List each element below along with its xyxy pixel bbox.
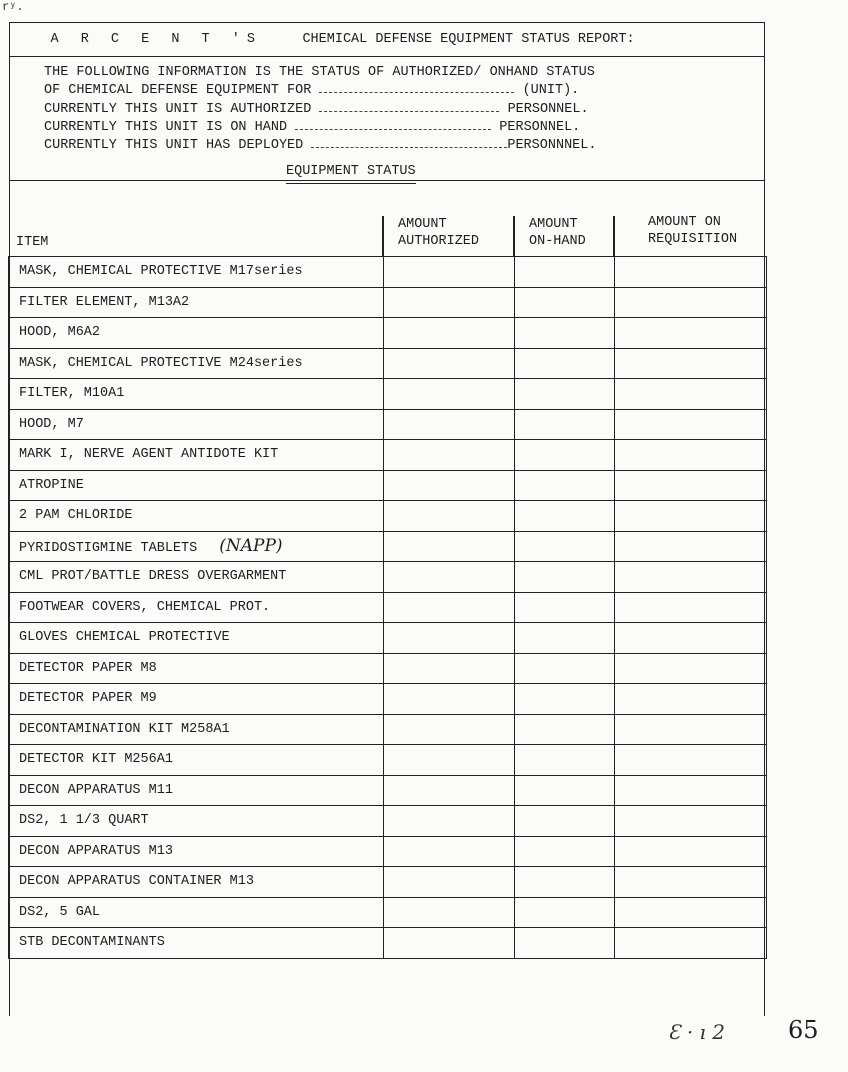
item-name: DETECTOR PAPER M9: [19, 691, 157, 707]
item-name: STB DECONTAMINANTS: [19, 935, 165, 951]
item-cell: [9, 318, 384, 349]
amount-requisition-cell[interactable]: [615, 318, 767, 349]
table-row: [9, 806, 767, 837]
amount-requisition-cell[interactable]: [615, 470, 767, 501]
item-cell: [9, 531, 384, 562]
table-row: [9, 897, 767, 928]
amount-requisition-cell[interactable]: [615, 806, 767, 837]
amount-onhand-cell[interactable]: [515, 928, 615, 959]
amount-authorized-cell[interactable]: [384, 348, 515, 379]
item-cell: [9, 653, 384, 684]
equipment-status-heading: EQUIPMENT STATUS: [286, 164, 416, 184]
amount-onhand-cell[interactable]: [515, 348, 615, 379]
amount-requisition-cell[interactable]: [615, 348, 767, 379]
col-authorized-line-2: AUTHORIZED: [398, 234, 480, 249]
table-row: [9, 531, 767, 562]
item-name: DS2, 1 1/3 QUART: [19, 813, 149, 829]
amount-onhand-cell[interactable]: [515, 867, 615, 898]
amount-authorized-cell[interactable]: [384, 318, 515, 349]
intro-line-2-suffix: (UNIT).: [522, 83, 580, 99]
item-cell: [9, 379, 384, 410]
amount-onhand-cell[interactable]: [515, 775, 615, 806]
report-title-row: [10, 23, 764, 57]
col-requisition-header: [648, 214, 737, 248]
table-row: [9, 318, 767, 349]
amount-onhand-cell[interactable]: [515, 806, 615, 837]
item-name: DETECTOR KIT M256A1: [19, 752, 173, 768]
intro-line-2-prefix: OF CHEMICAL DEFENSE EQUIPMENT FOR: [44, 83, 312, 99]
amount-onhand-cell[interactable]: [515, 409, 615, 440]
page-corner-mark: rʸ.: [2, 0, 24, 14]
amount-authorized-cell[interactable]: [384, 684, 515, 715]
item-cell: [9, 836, 384, 867]
amount-authorized-cell[interactable]: [384, 287, 515, 318]
item-name: HOOD, M6A2: [19, 325, 101, 341]
amount-requisition-cell[interactable]: [615, 562, 767, 593]
item-name: DECON APPARATUS M11: [19, 782, 173, 798]
intro-line-3: [44, 100, 764, 118]
amount-onhand-cell[interactable]: [515, 592, 615, 623]
amount-onhand-cell[interactable]: [515, 470, 615, 501]
item-name: HOOD, M7: [19, 416, 84, 432]
amount-onhand-cell[interactable]: [515, 440, 615, 471]
col-item-header: ITEM: [16, 235, 49, 250]
amount-onhand-cell[interactable]: [515, 836, 615, 867]
amount-requisition-cell[interactable]: [615, 836, 767, 867]
col-authorized-header: [398, 216, 479, 250]
amount-requisition-cell[interactable]: [615, 653, 767, 684]
amount-authorized-cell[interactable]: [384, 928, 515, 959]
item-name: FILTER ELEMENT, M13A2: [19, 294, 190, 310]
amount-authorized-cell[interactable]: [384, 775, 515, 806]
table-row: [9, 470, 767, 501]
item-cell: [9, 592, 384, 623]
amount-authorized-cell[interactable]: [384, 562, 515, 593]
table-row: [9, 867, 767, 898]
col-onhand-line-2: ON-HAND: [529, 234, 586, 249]
report-title: CHEMICAL DEFENSE EQUIPMENT STATUS REPORT:: [302, 32, 635, 47]
amount-onhand-cell[interactable]: [515, 623, 615, 654]
amount-onhand-cell[interactable]: [515, 745, 615, 776]
table-row: [9, 440, 767, 471]
amount-onhand-cell[interactable]: [515, 653, 615, 684]
amount-authorized-cell[interactable]: [384, 592, 515, 623]
header-divider-2: [513, 216, 515, 256]
table-row: [9, 745, 767, 776]
item-cell: [9, 897, 384, 928]
amount-requisition-cell[interactable]: [615, 867, 767, 898]
handwritten-annotation: (NAPP): [219, 536, 283, 557]
item-cell: [9, 257, 384, 288]
amount-authorized-cell[interactable]: [384, 623, 515, 654]
amount-requisition-cell[interactable]: [615, 928, 767, 959]
item-cell: [9, 714, 384, 745]
item-name: MASK, CHEMICAL PROTECTIVE M17series: [19, 264, 303, 280]
amount-authorized-cell[interactable]: [384, 409, 515, 440]
intro-line-2: [44, 81, 764, 99]
amount-authorized-cell[interactable]: [384, 806, 515, 837]
amount-requisition-cell[interactable]: [615, 623, 767, 654]
table-row: [9, 379, 767, 410]
amount-authorized-cell[interactable]: [384, 257, 515, 288]
amount-onhand-cell[interactable]: [515, 287, 615, 318]
item-cell: [9, 867, 384, 898]
item-cell: [9, 409, 384, 440]
amount-requisition-cell[interactable]: [615, 531, 767, 562]
item-cell: [9, 775, 384, 806]
amount-requisition-cell[interactable]: [615, 714, 767, 745]
deployed-personnel-blank[interactable]: [311, 136, 507, 148]
item-cell: [9, 745, 384, 776]
handwritten-note: Ɛ · ı 2: [668, 1020, 726, 1044]
amount-requisition-cell[interactable]: [615, 592, 767, 623]
item-name: MASK, CHEMICAL PROTECTIVE M24series: [19, 355, 303, 371]
amount-authorized-cell[interactable]: [384, 440, 515, 471]
amount-authorized-cell[interactable]: [384, 653, 515, 684]
amount-authorized-cell[interactable]: [384, 531, 515, 562]
col-authorized-line-1: AMOUNT: [398, 217, 447, 232]
item-cell: [9, 470, 384, 501]
item-cell: [9, 562, 384, 593]
amount-authorized-cell[interactable]: [384, 379, 515, 410]
onhand-personnel-blank[interactable]: [295, 118, 491, 130]
amount-authorized-cell[interactable]: [384, 836, 515, 867]
item-cell: [9, 440, 384, 471]
item-name: MARK I, NERVE AGENT ANTIDOTE KIT: [19, 447, 279, 463]
col-requisition-line-2: REQUISITION: [648, 232, 738, 247]
table-row: [9, 287, 767, 318]
table-row: [9, 928, 767, 959]
amount-requisition-cell[interactable]: [615, 684, 767, 715]
table-row: [9, 836, 767, 867]
intro-line-5-prefix: CURRENTLY THIS UNIT HAS DEPLOYED: [44, 138, 304, 154]
item-cell: [9, 928, 384, 959]
intro-line-4: [44, 118, 764, 136]
item-name: PYRIDOSTIGMINE TABLETS: [19, 541, 198, 557]
item-cell: [9, 287, 384, 318]
item-cell: [9, 806, 384, 837]
intro-line-3-suffix: PERSONNEL.: [507, 101, 589, 117]
item-name: 2 PAM CHLORIDE: [19, 508, 133, 524]
table-row: [9, 562, 767, 593]
header-divider-1: [382, 216, 384, 256]
amount-onhand-cell[interactable]: [515, 684, 615, 715]
table-row: [9, 623, 767, 654]
amount-onhand-cell[interactable]: [515, 379, 615, 410]
unit-blank[interactable]: [319, 81, 514, 93]
amount-authorized-cell[interactable]: [384, 714, 515, 745]
org-name: A R C E N T 'S: [50, 32, 262, 47]
intro-line-3-prefix: CURRENTLY THIS UNIT IS AUTHORIZED: [44, 101, 312, 117]
col-requisition-line-1: AMOUNT ON: [648, 215, 721, 230]
item-name: DECON APPARATUS CONTAINER M13: [19, 874, 254, 890]
amount-onhand-cell[interactable]: [515, 562, 615, 593]
amount-requisition-cell[interactable]: [615, 745, 767, 776]
table-row: [9, 501, 767, 532]
amount-onhand-cell[interactable]: [515, 501, 615, 532]
amount-requisition-cell[interactable]: [615, 775, 767, 806]
amount-onhand-cell[interactable]: [515, 318, 615, 349]
table-row: [9, 775, 767, 806]
page-number: 65: [788, 1016, 819, 1044]
col-onhand-line-1: AMOUNT: [529, 217, 578, 232]
amount-onhand-cell[interactable]: [515, 897, 615, 928]
intro-line-4-prefix: CURRENTLY THIS UNIT IS ON HAND: [44, 119, 288, 135]
intro-line-1: THE FOLLOWING INFORMATION IS THE STATUS OF AUTHORIZED/ ONHAND STATUS: [44, 65, 595, 80]
col-onhand-header: [529, 216, 586, 250]
intro-line-5-suffix: PERSONNNEL.: [507, 138, 597, 154]
item-cell: [9, 623, 384, 654]
amount-authorized-cell[interactable]: [384, 867, 515, 898]
item-name: DS2, 5 GAL: [19, 904, 101, 920]
item-name: ATROPINE: [19, 477, 84, 493]
item-name: DECON APPARATUS M13: [19, 843, 173, 859]
amount-requisition-cell[interactable]: [615, 379, 767, 410]
authorized-personnel-blank[interactable]: [319, 100, 499, 112]
table-row: [9, 714, 767, 745]
amount-onhand-cell[interactable]: [515, 714, 615, 745]
intro-line-5: [44, 136, 764, 154]
table-row: [9, 409, 767, 440]
amount-requisition-cell[interactable]: [615, 287, 767, 318]
intro-line-4-suffix: PERSONNEL.: [499, 119, 581, 135]
item-name: DETECTOR PAPER M8: [19, 660, 157, 676]
item-cell: [9, 348, 384, 379]
amount-requisition-cell[interactable]: [615, 501, 767, 532]
item-name: FILTER, M10A1: [19, 386, 125, 402]
item-name: FOOTWEAR COVERS, CHEMICAL PROT.: [19, 599, 271, 615]
table-row: [9, 684, 767, 715]
amount-requisition-cell[interactable]: [615, 409, 767, 440]
item-cell: [9, 501, 384, 532]
table-row: [9, 653, 767, 684]
amount-requisition-cell[interactable]: [615, 440, 767, 471]
equipment-table: [8, 256, 767, 959]
table-row: [9, 592, 767, 623]
intro-block: [10, 57, 764, 181]
table-row: [9, 257, 767, 288]
item-name: CML PROT/BATTLE DRESS OVERGARMENT: [19, 569, 287, 585]
item-name: DECONTAMINATION KIT M258A1: [19, 721, 230, 737]
amount-requisition-cell[interactable]: [615, 257, 767, 288]
item-cell: [9, 684, 384, 715]
header-divider-3: [613, 216, 615, 256]
item-name: GLOVES CHEMICAL PROTECTIVE: [19, 630, 230, 646]
amount-authorized-cell[interactable]: [384, 897, 515, 928]
amount-onhand-cell[interactable]: [515, 257, 615, 288]
amount-authorized-cell[interactable]: [384, 501, 515, 532]
amount-authorized-cell[interactable]: [384, 470, 515, 501]
amount-authorized-cell[interactable]: [384, 745, 515, 776]
amount-onhand-cell[interactable]: [515, 531, 615, 562]
amount-requisition-cell[interactable]: [615, 897, 767, 928]
table-row: [9, 348, 767, 379]
